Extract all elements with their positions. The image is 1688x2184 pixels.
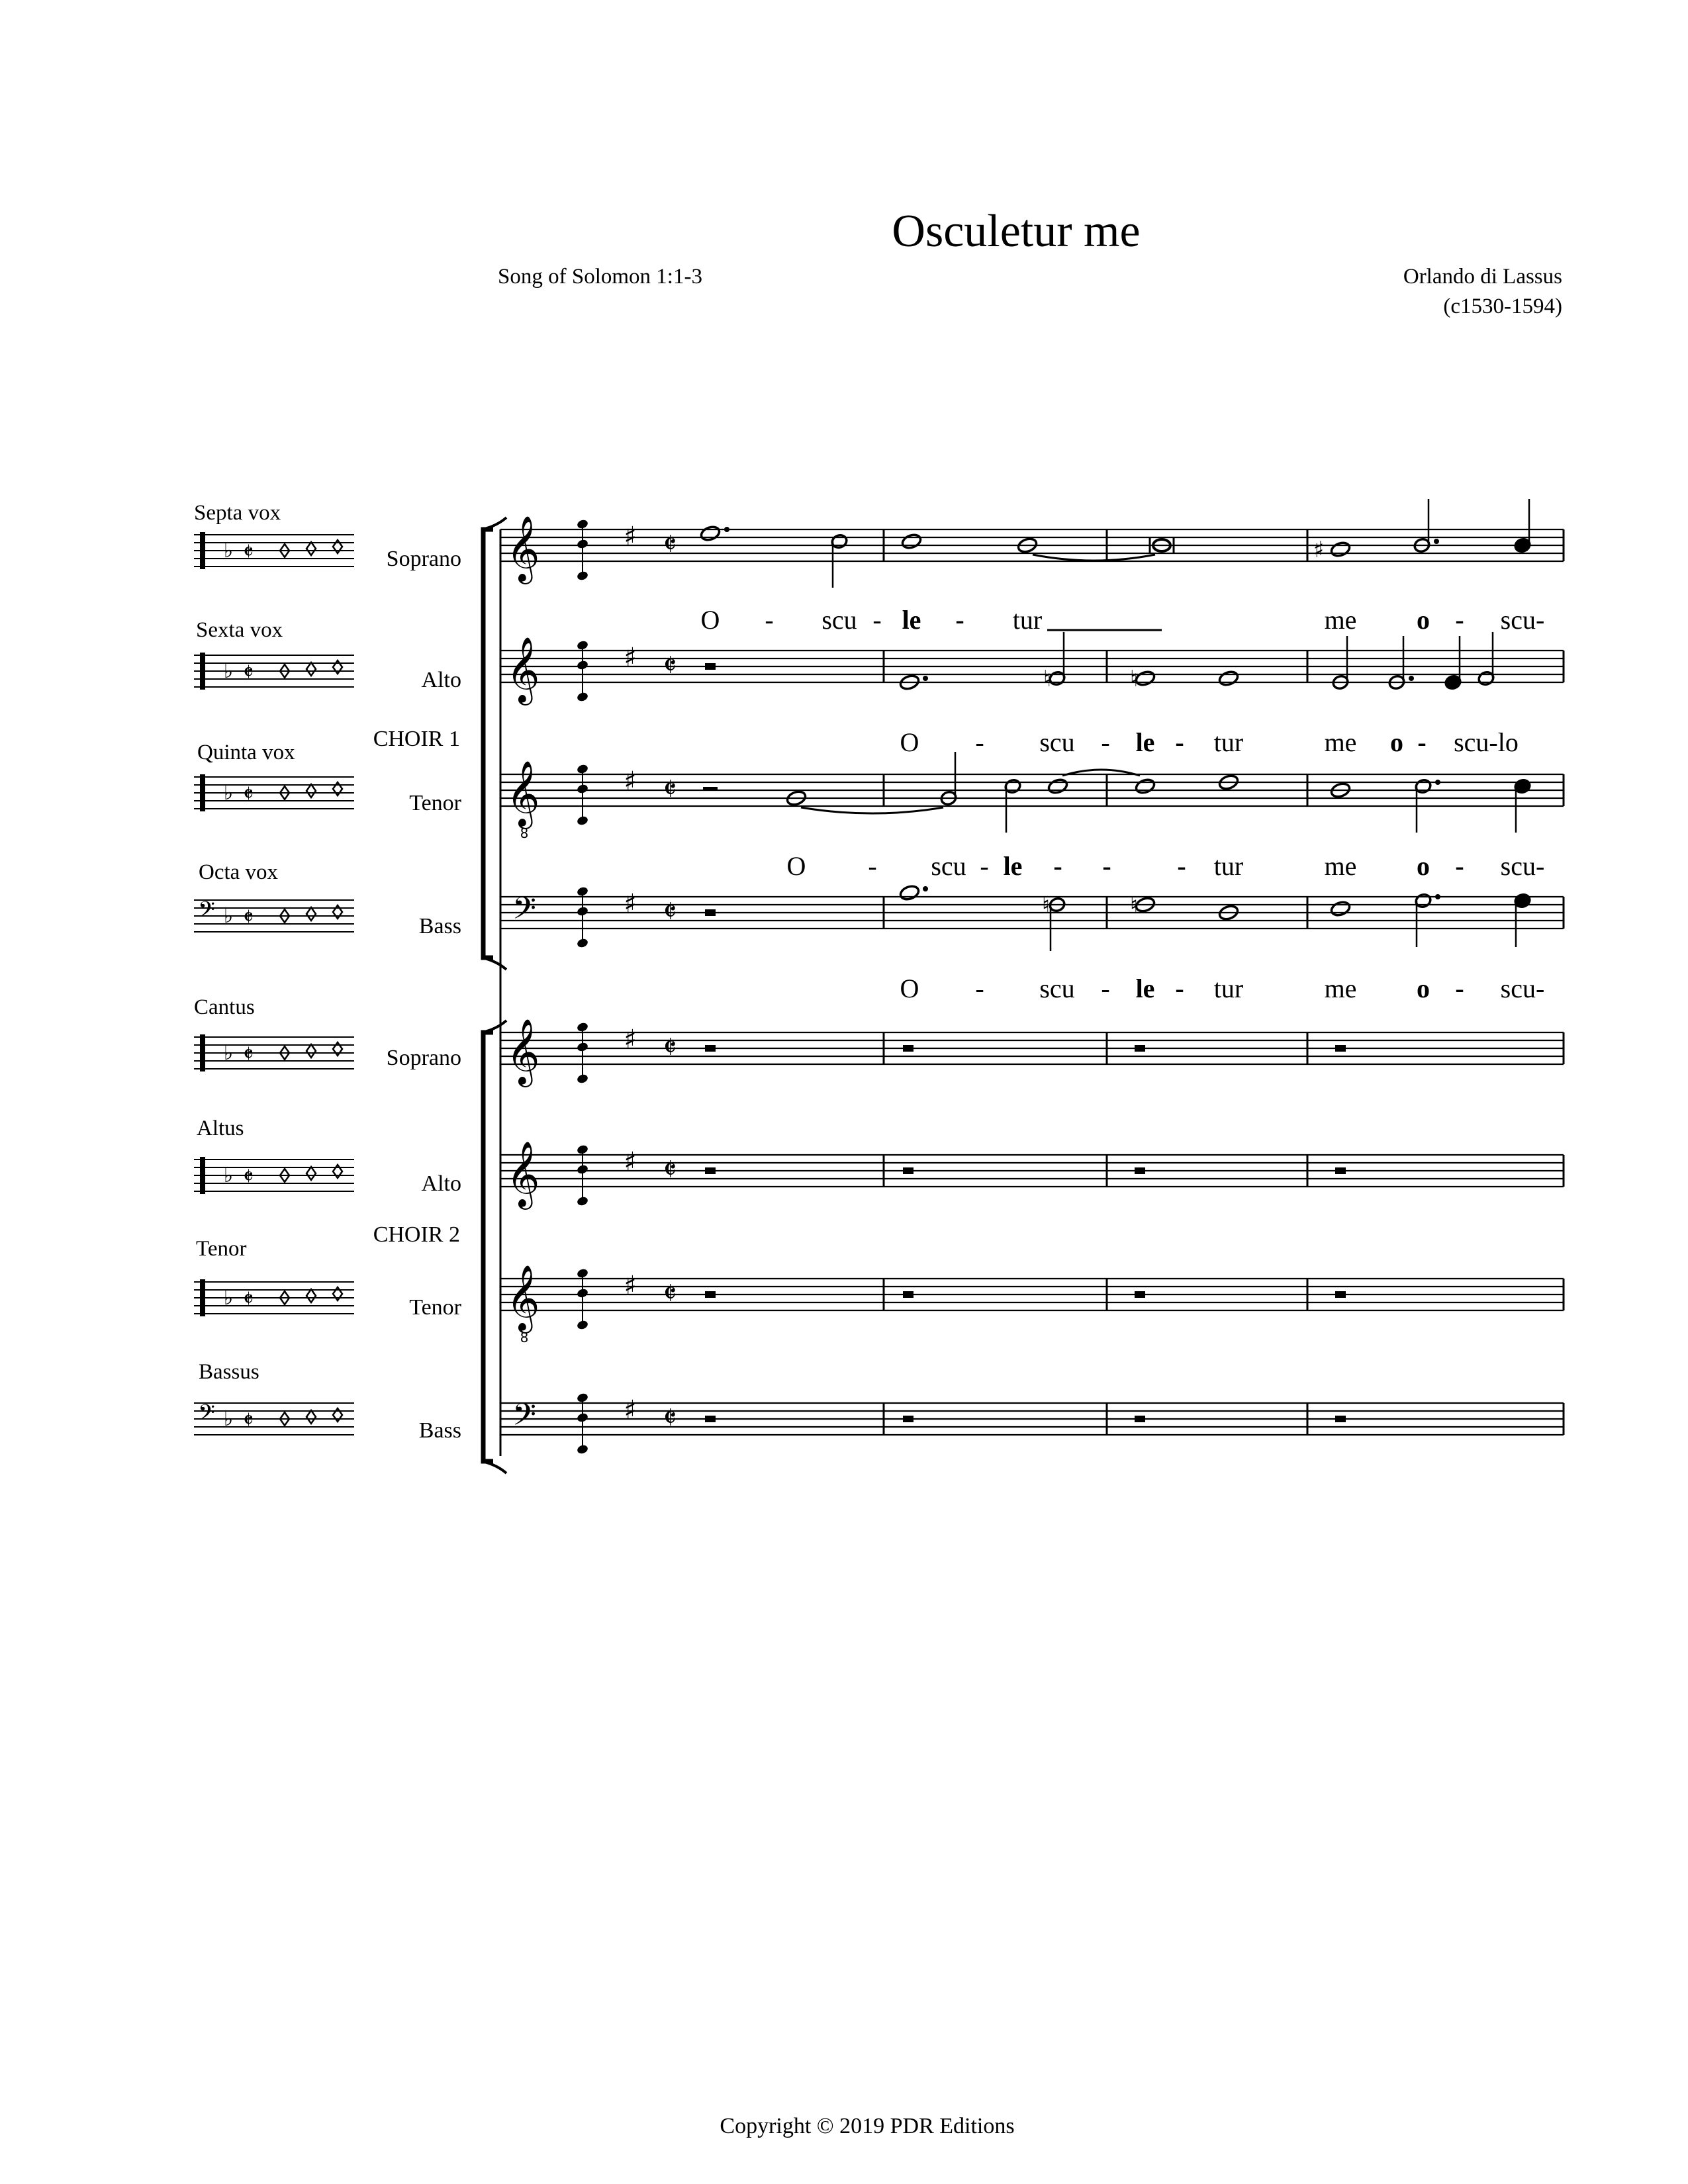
ambitus-low-note — [576, 938, 588, 949]
incipit-staff — [194, 1279, 354, 1316]
ambitus-low-note — [576, 1320, 588, 1331]
cut-time-icon: 𝄵 — [663, 771, 677, 807]
augmentation-dot — [724, 527, 729, 532]
note — [1330, 541, 1351, 558]
whole-rest — [1135, 1167, 1145, 1174]
natural-icon: ♮ — [1129, 892, 1139, 919]
sharp-icon: ♯ — [1313, 537, 1325, 563]
notehead — [899, 884, 920, 901]
incipit-layer — [194, 532, 354, 1435]
flat-icon: ♭ — [223, 660, 234, 683]
note — [1514, 893, 1532, 947]
diamond-note — [306, 1289, 316, 1302]
lyric-syllable: o — [1417, 851, 1430, 881]
diamond-note — [306, 784, 316, 797]
lyric-syllable: me — [1324, 851, 1357, 881]
diamond-note — [306, 542, 316, 555]
staff-label-choir2-bass: Bass — [418, 1418, 461, 1443]
note — [1415, 778, 1432, 833]
c-clef-icon — [200, 774, 205, 811]
lyric-hyphen: - — [765, 605, 774, 635]
whole-rest — [903, 1045, 914, 1052]
incipit-septa-vox: Septa vox — [194, 501, 281, 525]
lyric-syllable: me — [1324, 974, 1357, 1003]
sharp-icon: ♯ — [624, 1271, 637, 1301]
cut-time-icon: 𝄵 — [242, 1286, 254, 1313]
sharp-icon: ♯ — [624, 643, 637, 673]
incipit-tenor: Tenor — [196, 1237, 247, 1261]
notehead — [1047, 778, 1068, 795]
whole-rest — [1335, 1416, 1346, 1422]
note — [1514, 499, 1532, 553]
sharp-icon: ♯ — [624, 889, 637, 919]
note — [1135, 778, 1156, 795]
staff — [500, 1265, 1564, 1345]
staff — [500, 1141, 1564, 1210]
note — [700, 525, 721, 542]
ambitus-high-note — [576, 640, 588, 651]
lyric-syllable: scu-lo — [1454, 727, 1519, 757]
whole-rest — [903, 1291, 914, 1298]
whole-rest — [705, 663, 716, 670]
lyric-hyphen: - — [1102, 851, 1111, 881]
ambitus-high-note — [576, 1392, 588, 1404]
lyric-syllable: tur — [1213, 727, 1244, 757]
whole-rest — [1135, 1416, 1145, 1422]
incipit-staff — [194, 1034, 354, 1071]
ambitus-high-note — [576, 1268, 588, 1279]
notehead — [1135, 778, 1156, 795]
c-clef-icon — [200, 1279, 205, 1316]
note — [1477, 632, 1495, 686]
flat-icon: ♭ — [223, 1042, 234, 1065]
augmentation-dot — [1434, 539, 1439, 544]
staff — [500, 1392, 1564, 1455]
flat-icon: ♭ — [223, 539, 234, 563]
staff-label-choir1-tenor: Tenor — [409, 791, 461, 815]
whole-rest — [1335, 1291, 1346, 1298]
octave-marker: 8 — [520, 1330, 529, 1345]
augmentation-dot — [1435, 894, 1440, 899]
note — [831, 533, 849, 588]
tie — [801, 807, 943, 813]
treble-clef-icon: 𝄞 — [506, 1141, 540, 1207]
note — [1330, 900, 1351, 917]
whole-rest — [1335, 1045, 1346, 1052]
sharp-icon: ♯ — [624, 1395, 637, 1426]
ambitus-high-note — [576, 764, 588, 775]
bass-clef-icon: 𝄢 — [512, 891, 537, 934]
ambitus-low-note — [576, 692, 588, 703]
lyric-syllable: le — [1003, 851, 1023, 881]
cut-time-icon: 𝄵 — [663, 526, 677, 562]
lyrics-choir1-soprano — [701, 605, 1545, 635]
flat-icon: ♭ — [223, 905, 234, 928]
bass-clef-icon: 𝄢 — [512, 1397, 537, 1440]
text-source: Song of Solomon 1:1-3 — [498, 265, 702, 289]
lyric-syllable: O — [700, 605, 720, 635]
cut-time-icon: 𝄵 — [242, 659, 254, 686]
cut-time-icon: 𝄵 — [663, 1275, 677, 1311]
cut-time-icon: 𝄵 — [242, 904, 254, 931]
incipit-staff — [194, 897, 354, 932]
natural-icon: ♮ — [1043, 666, 1052, 692]
lyric-syllable: scu- — [1500, 974, 1545, 1003]
treble-clef-icon: 𝄞 — [506, 760, 540, 827]
note — [1218, 670, 1239, 687]
lyric-syllable: scu- — [1500, 605, 1545, 635]
diamond-note — [306, 1410, 316, 1424]
whole-rest — [705, 1416, 716, 1422]
cut-time-icon: 𝄵 — [663, 1152, 677, 1187]
ambitus-low-note — [576, 570, 588, 582]
whole-rest — [903, 1167, 914, 1174]
incipit-cantus: Cantus — [194, 995, 255, 1019]
incipit-staff — [194, 532, 354, 569]
lyrics-choir1-bass — [900, 974, 1545, 1003]
lyric-hyphen: - — [1101, 727, 1110, 757]
staff — [500, 886, 1564, 949]
staff — [500, 760, 1564, 841]
choir-2-bracket — [483, 1032, 493, 1461]
lyric-hyphen: - — [1177, 851, 1186, 881]
lyric-hyphen: - — [975, 727, 984, 757]
lyric-hyphen: - — [1175, 974, 1184, 1003]
lyric-hyphen: - — [955, 605, 964, 635]
diamond-note — [306, 907, 316, 921]
treble-clef-icon: 𝄞 — [506, 1265, 540, 1331]
cut-time-icon: 𝄵 — [242, 539, 254, 566]
ambitus-high-note — [576, 886, 588, 897]
notehead — [901, 533, 922, 550]
staff-label-choir2-tenor: Tenor — [409, 1295, 461, 1320]
lyric-syllable: O — [786, 851, 806, 881]
cut-time-icon: 𝄵 — [663, 647, 677, 683]
note — [1049, 632, 1066, 686]
lyric-syllable: o — [1417, 605, 1430, 635]
whole-rest — [1135, 1045, 1145, 1052]
natural-icon: ♮ — [1041, 892, 1051, 919]
c-clef-icon — [200, 653, 205, 690]
lyric-hyphen: - — [1417, 727, 1427, 757]
note — [1514, 778, 1532, 833]
natural-icon: ♮ — [1129, 666, 1139, 692]
ambitus-low-note — [576, 1444, 588, 1455]
note — [899, 884, 920, 901]
cut-time-icon: 𝄵 — [242, 1407, 254, 1434]
lyric-syllable: me — [1324, 605, 1357, 635]
choir-1-label: CHOIR 1 — [373, 727, 460, 751]
bass-clef-icon: 𝄢 — [198, 1400, 215, 1431]
cut-time-icon: 𝄵 — [242, 1163, 254, 1191]
cut-time-icon: 𝄵 — [242, 1041, 254, 1068]
lyric-hyphen: - — [975, 974, 984, 1003]
notes-layer — [700, 499, 1532, 1422]
notehead — [1330, 900, 1351, 917]
bass-clef-icon: 𝄢 — [198, 897, 215, 928]
c-clef-icon — [200, 532, 205, 569]
sharp-icon: ♯ — [624, 1024, 637, 1055]
lyric-hyphen: - — [868, 851, 877, 881]
lyric-syllable: scu — [1039, 974, 1075, 1003]
treble-clef-icon: 𝄞 — [506, 516, 540, 582]
composer-name: Orlando di Lassus — [1403, 265, 1562, 289]
lyric-hyphen: - — [1455, 605, 1464, 635]
c-clef-icon — [200, 1157, 205, 1194]
lyric-syllable: tur — [1012, 605, 1043, 635]
lyric-syllable: o — [1390, 727, 1403, 757]
choir-2-label: CHOIR 2 — [373, 1222, 460, 1247]
ambitus-low-note — [576, 1196, 588, 1207]
sharp-icon: ♯ — [624, 522, 637, 552]
half-rest — [703, 787, 718, 791]
incipit-quinta-vox: Quinta vox — [197, 741, 295, 764]
staff — [500, 1019, 1564, 1087]
lyric-hyphen: - — [1053, 851, 1062, 881]
whole-rest — [1335, 1167, 1346, 1174]
treble-clef-icon: 𝄞 — [506, 1019, 540, 1085]
lyric-syllable: le — [1135, 727, 1155, 757]
ambitus-low-note — [576, 1073, 588, 1085]
lyrics-choir1-tenor — [787, 851, 1545, 881]
lyric-syllable: scu — [1039, 727, 1075, 757]
tie — [1033, 555, 1155, 561]
incipit-staff — [194, 1400, 354, 1435]
lyrics-choir1-alto — [900, 727, 1519, 757]
flat-icon: ♭ — [223, 1164, 234, 1187]
cut-time-icon: 𝄵 — [663, 1029, 677, 1065]
flat-icon: ♭ — [223, 782, 234, 805]
lyric-syllable: le — [902, 605, 921, 635]
flat-icon: ♭ — [223, 1287, 234, 1310]
choir-1-bracket — [483, 529, 493, 958]
c-clef-icon — [200, 1034, 205, 1071]
ambitus-low-note — [576, 815, 588, 827]
sharp-icon: ♯ — [624, 1147, 637, 1177]
note — [901, 533, 922, 550]
lyric-syllable: me — [1324, 727, 1357, 757]
incipit-altus: Altus — [197, 1116, 244, 1140]
note — [1047, 778, 1068, 795]
lyric-hyphen: - — [1175, 727, 1184, 757]
diamond-note — [306, 1167, 316, 1180]
staff-label-choir2-alto: Alto — [421, 1171, 461, 1196]
augmentation-dot — [1435, 780, 1440, 785]
lyric-syllable: tur — [1213, 851, 1244, 881]
augmentation-dot — [923, 676, 928, 681]
octave-marker: 8 — [520, 825, 529, 841]
ambitus-high-note — [576, 1144, 588, 1156]
lyric-syllable: tur — [1213, 974, 1244, 1003]
lyric-syllable: scu — [931, 851, 966, 881]
augmentation-dot — [1409, 676, 1414, 681]
whole-rest — [705, 1291, 716, 1298]
lyric-hyphen: - — [1455, 851, 1464, 881]
lyric-syllable: O — [900, 727, 919, 757]
piece-title: Osculetur me — [892, 206, 1141, 257]
whole-rest — [705, 1045, 716, 1052]
copyright-notice: Copyright © 2019 PDR Editions — [720, 2114, 1015, 2138]
staff-label-choir2-soprano: Soprano — [386, 1046, 461, 1070]
incipit-octa-vox: Octa vox — [199, 860, 279, 884]
treble-clef-icon: 𝄞 — [506, 637, 540, 703]
staff-label-choir1-bass: Bass — [418, 914, 461, 938]
cut-time-icon: 𝄵 — [242, 781, 254, 808]
composer-dates: (c1530-1594) — [1443, 295, 1562, 318]
augmentation-dot — [923, 886, 928, 891]
incipit-sexta-vox: Sexta vox — [196, 618, 283, 642]
notehead — [1218, 670, 1239, 687]
staff-label-choir1-alto: Alto — [421, 668, 461, 692]
diamond-note — [306, 662, 316, 676]
incipit-staff — [194, 774, 354, 811]
sharp-icon: ♯ — [624, 766, 637, 797]
lyric-syllable: O — [900, 974, 919, 1003]
incipit-bassus: Bassus — [199, 1360, 259, 1384]
lyric-hyphen: - — [980, 851, 989, 881]
incipit-staff — [194, 653, 354, 690]
notehead — [1330, 541, 1351, 558]
diamond-note — [306, 1044, 316, 1058]
staff-label-choir1-soprano: Soprano — [386, 547, 461, 571]
ambitus-high-note — [576, 519, 588, 530]
lyric-syllable: scu- — [1500, 851, 1545, 881]
lyric-syllable: scu — [821, 605, 857, 635]
lyric-hyphen: - — [872, 605, 882, 635]
flat-icon: ♭ — [223, 1408, 234, 1431]
whole-rest — [903, 1416, 914, 1422]
incipit-staff — [194, 1157, 354, 1194]
note — [1415, 893, 1432, 947]
whole-rest — [705, 1167, 716, 1174]
note — [1444, 636, 1462, 690]
cut-time-icon: 𝄵 — [663, 893, 677, 929]
whole-rest — [1135, 1291, 1145, 1298]
ambitus-high-note — [576, 1022, 588, 1033]
notehead — [700, 525, 721, 542]
note — [1004, 778, 1022, 833]
lyric-syllable: o — [1417, 974, 1430, 1003]
lyric-syllable: le — [1135, 974, 1155, 1003]
lyric-hyphen: - — [1455, 974, 1464, 1003]
whole-rest — [705, 909, 716, 916]
cut-time-icon: 𝄵 — [663, 1400, 677, 1435]
lyric-hyphen: - — [1101, 974, 1110, 1003]
